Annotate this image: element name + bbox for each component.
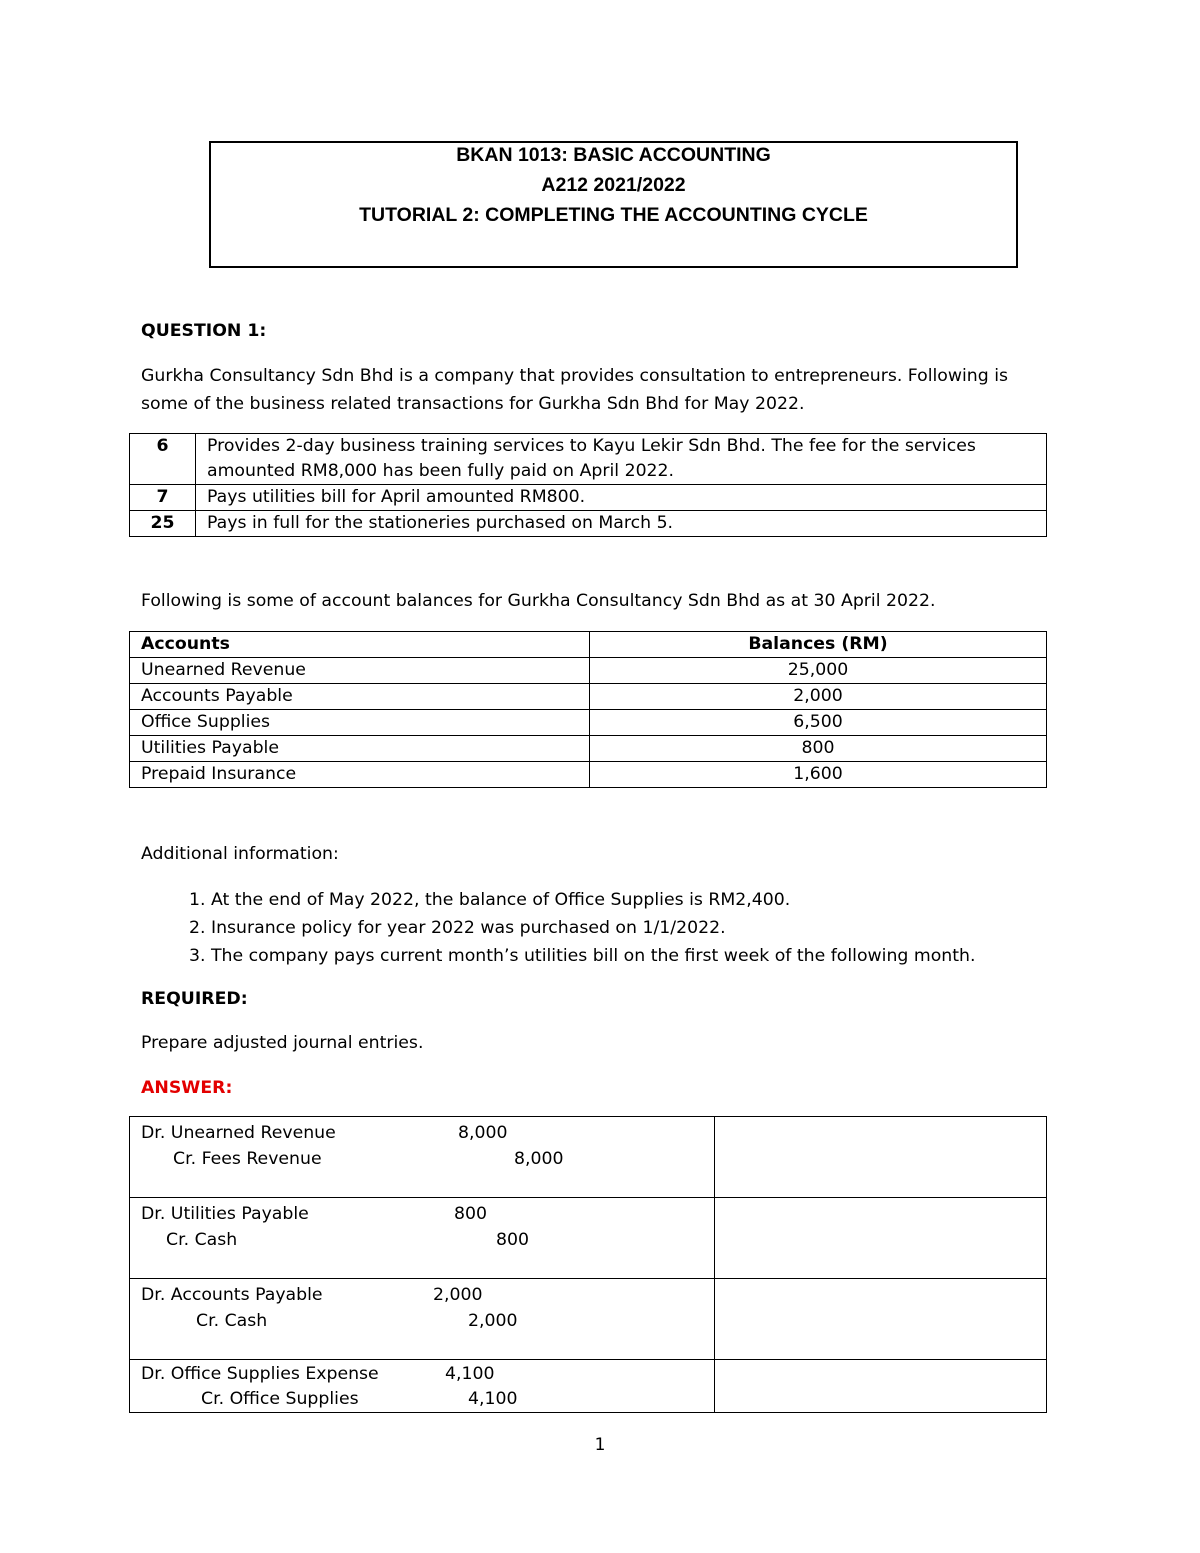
account-name: Utilities Payable [130, 736, 590, 762]
list-item: 2. Insurance policy for year 2022 was purchased on 1/1/2022. [211, 914, 975, 942]
question-intro-line1: Gurkha Consultancy Sdn Bhd is a company that provides consultation to entrepreneurs. Following is [141, 366, 1009, 386]
required-task: Prepare adjusted journal entries. [141, 1033, 424, 1053]
credit-account: Cr. Fees Revenue [173, 1149, 322, 1169]
table-row [130, 434, 1047, 485]
account-balance: 6,500 [590, 710, 1047, 736]
title-box [209, 141, 1018, 268]
transaction-description: Pays utilities bill for April amounted RM800. [196, 485, 1047, 511]
account-name: Office Supplies [130, 710, 590, 736]
account-name: Prepaid Insurance [130, 762, 590, 788]
transactions-table [129, 433, 1047, 537]
account-name: Unearned Revenue [130, 658, 590, 684]
journal-entry-row [130, 1360, 1047, 1413]
debit-amount: 2,000 [433, 1285, 483, 1305]
page-number: 1 [594, 1435, 606, 1455]
credit-amount: 2,000 [468, 1311, 518, 1331]
debit-amount: 800 [454, 1204, 487, 1224]
account-balance: 25,000 [590, 658, 1047, 684]
debit-account: Dr. Office Supplies Expense [141, 1364, 379, 1384]
list-item: 3. The company pays current month’s utilities bill on the first week of the following month. [211, 942, 975, 970]
journal-entry-row [130, 1279, 1047, 1360]
debit-account: Dr. Unearned Revenue [141, 1123, 336, 1143]
table-row [130, 485, 1047, 511]
credit-account: Cr. Cash [196, 1311, 268, 1331]
journal-entry [130, 1198, 715, 1279]
journal-entry [130, 1360, 715, 1413]
debit-account: Dr. Accounts Payable [141, 1285, 323, 1305]
journal-entry-row [130, 1117, 1047, 1198]
table-row [130, 511, 1047, 537]
semester: A212 2021/2022 [541, 174, 686, 196]
credit-amount: 4,100 [468, 1389, 518, 1409]
answer-table [129, 1116, 1047, 1413]
credit-account: Cr. Office Supplies [201, 1389, 359, 1409]
question-label: QUESTION 1: [141, 321, 267, 341]
balances-intro: Following is some of account balances for Gurkha Consultancy Sdn Bhd as at 30 April 2022. [141, 591, 936, 611]
table-header-row [130, 632, 1047, 658]
answer-notes-cell [715, 1117, 1047, 1198]
account-balance: 1,600 [590, 762, 1047, 788]
course-title: BKAN 1013: BASIC ACCOUNTING [456, 144, 771, 166]
credit-account: Cr. Cash [166, 1230, 238, 1250]
transaction-day: 7 [130, 485, 196, 511]
transaction-day: 25 [130, 511, 196, 537]
journal-entry [130, 1117, 715, 1198]
column-header-balances: Balances (RM) [590, 632, 1047, 658]
account-balance: 2,000 [590, 684, 1047, 710]
table-row [130, 684, 1047, 710]
question-intro-line2: some of the business related transactions for Gurkha Sdn Bhd for May 2022. [141, 394, 805, 414]
credit-amount: 8,000 [514, 1149, 564, 1169]
account-balance: 800 [590, 736, 1047, 762]
tutorial-title: TUTORIAL 2: COMPLETING THE ACCOUNTING CYCLE [359, 204, 868, 226]
answer-notes-cell [715, 1279, 1047, 1360]
list-item: 1. At the end of May 2022, the balance of Office Supplies is RM2,400. [211, 886, 975, 914]
debit-account: Dr. Utilities Payable [141, 1204, 309, 1224]
table-row [130, 762, 1047, 788]
account-name: Accounts Payable [130, 684, 590, 710]
balances-table [129, 631, 1047, 788]
journal-entry [130, 1279, 715, 1360]
credit-amount: 800 [496, 1230, 529, 1250]
additional-info-list [141, 886, 975, 970]
table-row [130, 736, 1047, 762]
debit-amount: 4,100 [445, 1364, 495, 1384]
debit-amount: 8,000 [458, 1123, 508, 1143]
table-row [130, 710, 1047, 736]
table-row [130, 658, 1047, 684]
transaction-day: 6 [130, 434, 196, 485]
answer-notes-cell [715, 1198, 1047, 1279]
journal-entry-row [130, 1198, 1047, 1279]
column-header-accounts: Accounts [130, 632, 590, 658]
required-label: REQUIRED: [141, 989, 248, 1009]
answer-label: ANSWER: [141, 1078, 233, 1098]
transaction-description: Pays in full for the stationeries purchased on March 5. [196, 511, 1047, 537]
transaction-description: Provides 2-day business training services to Kayu Lekir Sdn Bhd. The fee for the services amounted RM8,000 has been fully paid on April 2022. [196, 434, 1047, 485]
additional-info-label: Additional information: [141, 844, 339, 864]
answer-notes-cell [715, 1360, 1047, 1413]
